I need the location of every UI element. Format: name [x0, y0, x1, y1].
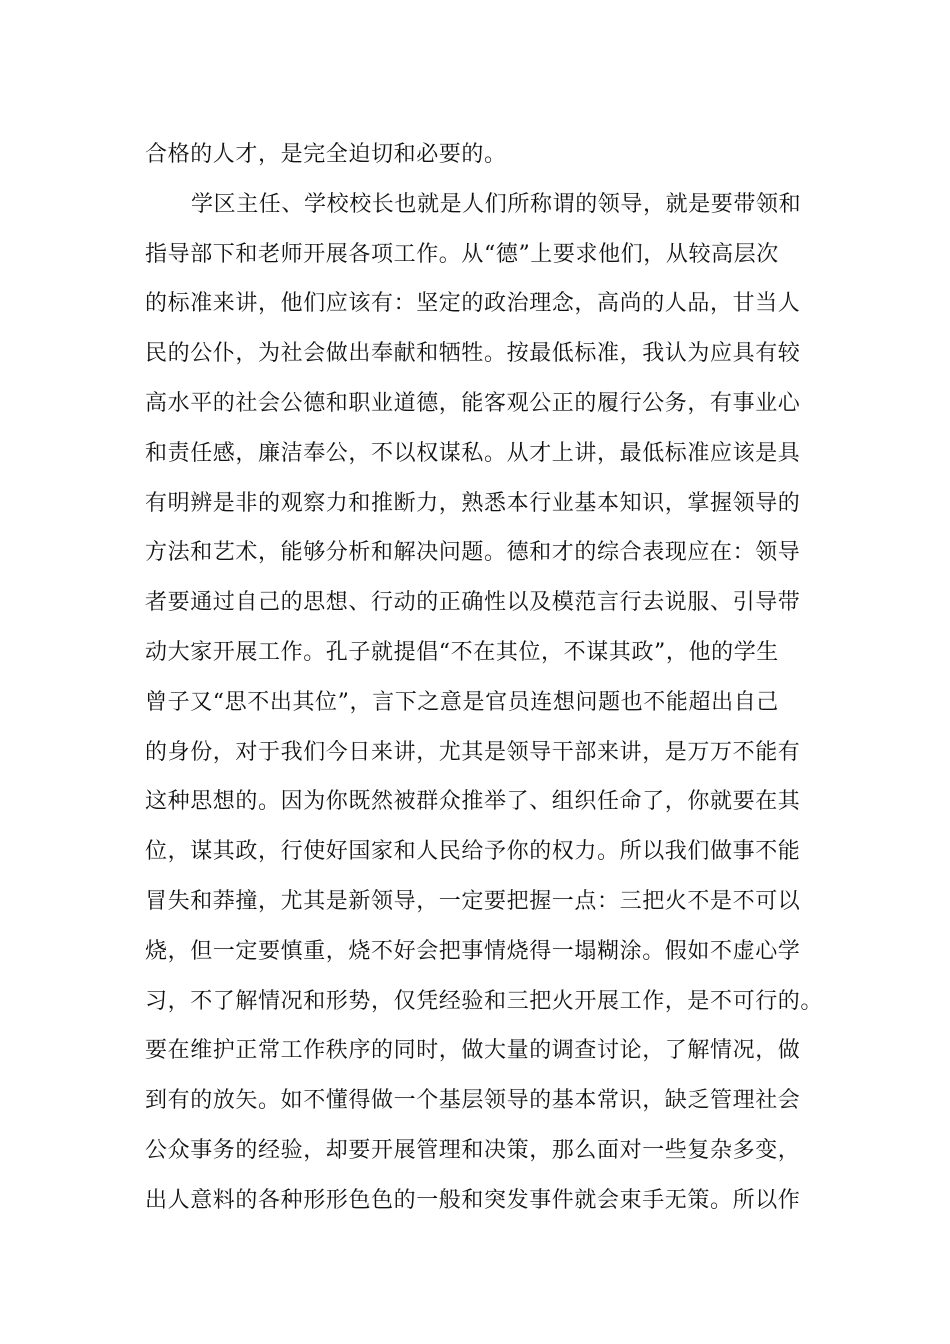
text-line: 这种思想的。因为你既然被群众推举了、组织任命了，你就要在其 [145, 789, 801, 815]
text-line: 的身份，对于我们今日来讲，尤其是领导干部来讲，是万万不能有 [145, 739, 801, 765]
text-line: 合格的人才，是完全迫切和必要的。 [145, 142, 507, 167]
text-line: 冒失和莽撞，尤其是新领导，一定要把握一点：三把火不是不可以 [145, 888, 801, 914]
text-line: 公众事务的经验，却要开展管理和决策，那么面对一些复杂多变， [145, 1137, 801, 1163]
text-line: 民的公仆，为社会做出奉献和牺牲。按最低标准，我认为应具有较 [145, 341, 801, 367]
body-text [145, 130, 825, 1226]
text-line: 曾子又“思不出其位”，言下之意是官员连想问题也不能超出自己 [145, 689, 779, 715]
text-line: 和责任感，廉洁奉公，不以权谋私。从才上讲，最低标准应该是具 [145, 440, 801, 466]
text-line: 高水平的社会公德和职业道德，能客观公正的履行公务，有事业心 [145, 390, 801, 416]
text-line: 烧，但一定要慎重，烧不好会把事情烧得一塌糊涂。假如不虚心学 [145, 938, 801, 964]
text-line: 位，谋其政，行使好国家和人民给予你的权力。所以我们做事不能 [145, 839, 801, 865]
text-line: 指导部下和老师开展各项工作。从“德”上要求他们，从较高层次 [145, 241, 779, 267]
text-line: 方法和艺术，能够分析和解决问题。德和才的综合表现应在：领导 [145, 540, 801, 566]
text-line: 有明辨是非的观察力和推断力，熟悉本行业基本知识，掌握领导的 [145, 490, 801, 516]
text-line: 出人意料的各种形形色色的一般和突发事件就会束手无策。所以作 [145, 1187, 801, 1213]
text-line: 学区主任、学校校长也就是人们所称谓的领导，就是要带领和 [191, 191, 802, 217]
text-line: 要在维护正常工作秩序的同时，做大量的调查讨论，了解情况，做 [145, 1038, 801, 1064]
text-line: 的标准来讲，他们应该有：坚定的政治理念，高尚的人品，甘当人 [145, 291, 801, 317]
text-line: 动大家开展工作。孔子就提倡“不在其位，不谋其政”，他的学生 [145, 639, 779, 665]
text-line: 到有的放矢。如不懂得做一个基层领导的基本常识，缺乏管理社会 [145, 1088, 801, 1114]
text-line: 者要通过自己的思想、行动的正确性以及模范言行去说服、引导带 [145, 590, 801, 616]
text-line: 习，不了解情况和形势，仅凭经验和三把火开展工作，是不可行的。 [145, 988, 824, 1014]
